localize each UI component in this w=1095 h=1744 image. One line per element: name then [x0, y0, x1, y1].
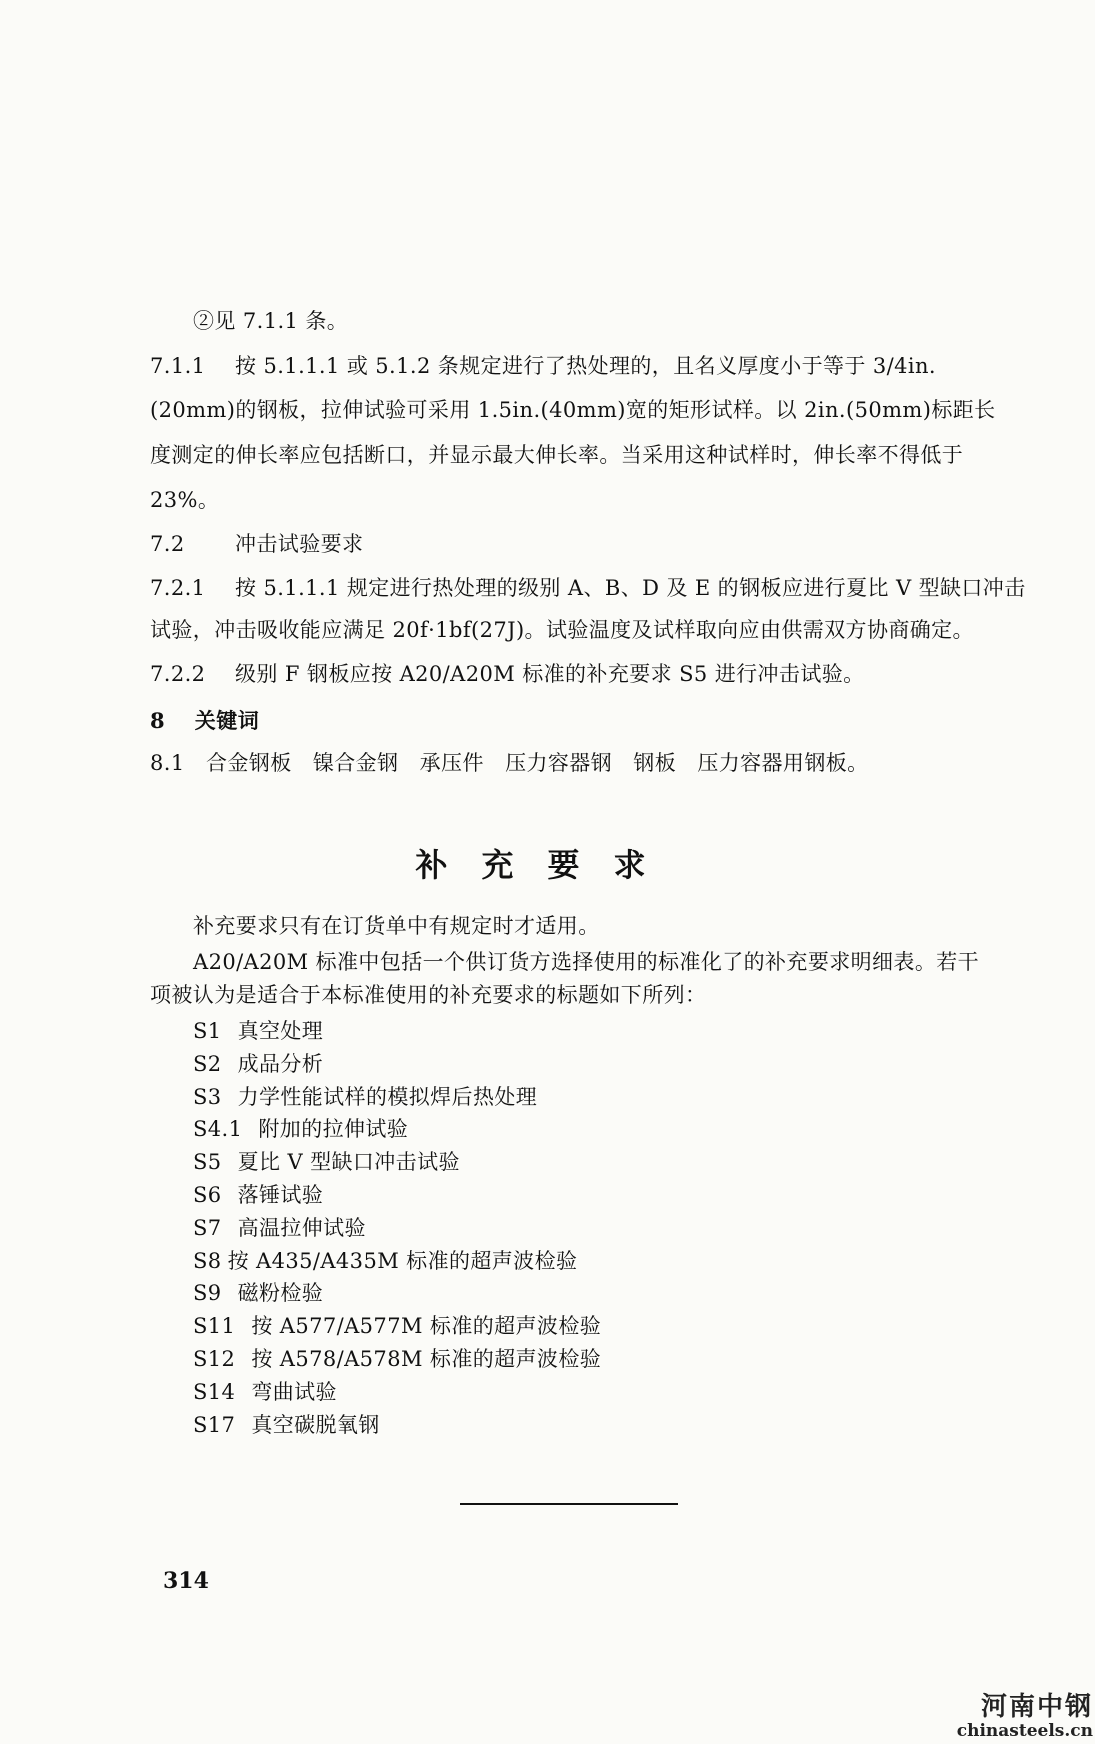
heading-7-2-text: 冲击试验要求	[235, 532, 364, 556]
paragraph-7-1-1-line3	[150, 430, 963, 480]
end-rule	[460, 1503, 678, 1505]
supplement-list	[193, 1015, 601, 1441]
paragraph-line: 项被认为是适合于本标准使用的补充要求的标题如下所列：	[150, 983, 707, 1007]
item-text: 力学性能试样的模拟焊后热处理	[237, 1084, 538, 1109]
item-text: 夏比 V 型缺口冲击试验	[237, 1150, 460, 1175]
clause-number: 8.1	[150, 751, 185, 775]
item-code: S17	[193, 1412, 236, 1437]
paragraph-7-2-2	[150, 649, 865, 699]
watermark-logo	[957, 1692, 1093, 1740]
paragraph-7-2-1-line2	[150, 605, 974, 655]
list-item	[193, 1409, 601, 1442]
item-code: S1	[193, 1019, 222, 1043]
item-text: 按 A577/A577M 标准的超声波检验	[251, 1314, 602, 1339]
clause-number: 7.1.1	[150, 354, 206, 378]
list-item	[193, 1081, 601, 1114]
paragraph-line: 级别 F 钢板应按 A20/A20M 标准的补充要求 S5 进行冲击试验。	[235, 662, 865, 686]
supplement-title: 补充要求	[415, 846, 680, 884]
clause-number: 7.2	[150, 532, 185, 556]
paragraph-7-1-1-line2	[150, 385, 996, 435]
heading-7-2	[150, 519, 363, 569]
supplement-intro-1-text: 补充要求只有在订货单中有规定时才适用。	[193, 914, 600, 938]
item-code: S14	[193, 1379, 236, 1404]
paragraph-line: (20mm)的钢板，拉伸试验可采用 1.5in.(40mm)宽的矩形试样。以 2in.(50mm)标距长	[150, 398, 996, 422]
list-item	[193, 1343, 601, 1376]
item-code: S7	[193, 1215, 222, 1240]
paragraph-line: 按 5.1.1.1 或 5.1.2 条规定进行了热处理的，且名义厚度小于等于 3/4in.	[235, 354, 936, 378]
list-item	[193, 1212, 601, 1245]
list-item	[193, 1376, 601, 1409]
item-code: S11	[193, 1314, 236, 1339]
section-heading-text: 关键词	[194, 708, 260, 733]
item-text: 弯曲试验	[251, 1379, 337, 1404]
keywords-text: 合金钢板 镍合金钢 承压件 压力容器钢 钢板 压力容器用钢板。	[206, 751, 869, 775]
supplement-intro-2-line1	[193, 945, 979, 979]
item-code: S6	[193, 1182, 222, 1207]
item-text: 高温拉伸试验	[237, 1215, 366, 1240]
list-item	[193, 1277, 601, 1310]
item-code: S4.1	[193, 1117, 243, 1142]
item-text: 附加的拉伸试验	[258, 1117, 409, 1142]
item-code: S12	[193, 1346, 236, 1371]
item-code: S3	[193, 1084, 222, 1109]
watermark-cn: 河南中钢	[980, 1692, 1093, 1722]
supplement-intro-1	[193, 909, 600, 943]
list-item	[193, 1310, 601, 1343]
item-text: 成品分析	[237, 1051, 324, 1076]
list-item	[193, 1245, 601, 1278]
item-code: S2	[193, 1051, 222, 1076]
list-item	[193, 1179, 601, 1212]
item-text: 落锤试验	[237, 1182, 324, 1207]
item-text: 按 A435/A435M 标准的超声波检验	[227, 1248, 578, 1273]
paragraph-line: 试验，冲击吸收能应满足 20f·1bf(27J)。试验温度及试样取向应由供需双方协商确定。	[150, 618, 974, 642]
item-text: 真空处理	[237, 1019, 324, 1043]
heading-8	[150, 705, 259, 735]
paragraph-line: 度测定的伸长率应包括断口，并显示最大伸长率。当采用这种试样时，伸长率不得低于	[150, 443, 964, 467]
paragraph-7-1-1-line1	[150, 341, 936, 391]
watermark-en: chinasteels.cn	[956, 1721, 1093, 1741]
clause-number: 7.2.1	[150, 576, 206, 600]
item-code: S5	[193, 1150, 222, 1175]
supplement-intro-2-line2	[150, 978, 706, 1012]
item-code: S8	[193, 1248, 222, 1273]
item-text: 磁粉检验	[237, 1281, 324, 1306]
page-number: 314	[163, 1568, 209, 1594]
list-item	[193, 1113, 601, 1146]
item-text: 真空碳脱氧钢	[251, 1412, 380, 1437]
item-code: S9	[193, 1281, 222, 1306]
list-item	[193, 1048, 601, 1081]
paragraph-7-1-1-line4	[150, 475, 219, 525]
list-item	[193, 1146, 601, 1179]
note-2	[193, 296, 348, 346]
list-item	[193, 1015, 601, 1048]
clause-number: 7.2.2	[150, 662, 206, 686]
paragraph-line: 按 5.1.1.1 规定进行热处理的级别 A、B、D 及 E 的钢板应进行夏比 V 型缺口冲击	[235, 576, 1026, 600]
paragraph-8-1	[150, 738, 869, 788]
note-2-text: ②见 7.1.1 条。	[193, 309, 349, 333]
paragraph-line: 23%。	[150, 488, 220, 512]
paragraph-line: A20/A20M 标准中包括一个供订货方选择使用的标准化了的补充要求明细表。若干	[193, 950, 980, 974]
item-text: 按 A578/A578M 标准的超声波检验	[251, 1346, 602, 1371]
section-number: 8	[150, 708, 166, 733]
